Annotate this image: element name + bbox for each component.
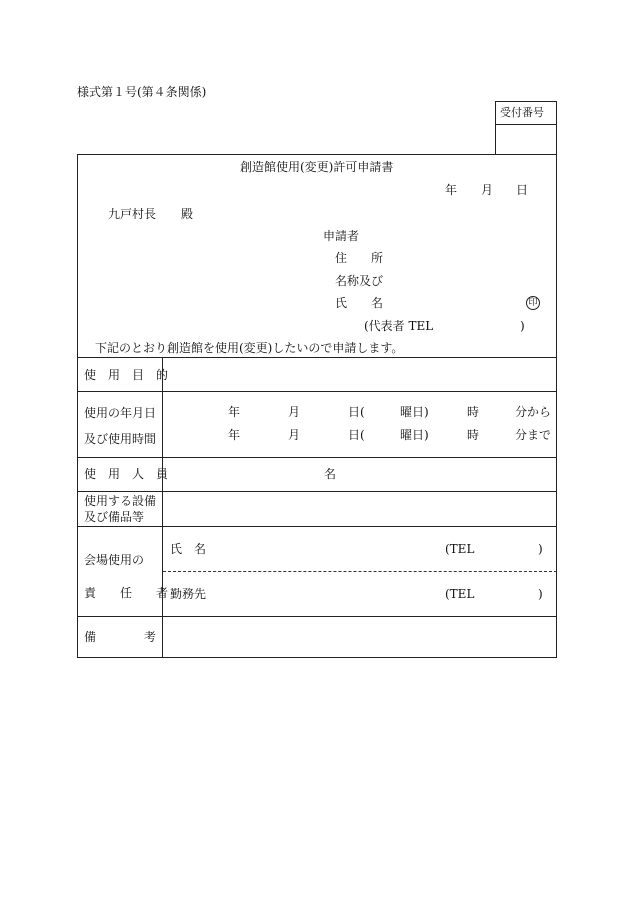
- remarks-label: 備 考: [84, 630, 157, 644]
- date-month: 月: [481, 183, 494, 197]
- people-unit: 名: [324, 467, 337, 481]
- equipment-label-line1: 使用する設備: [84, 494, 157, 508]
- row-divider: [77, 616, 557, 617]
- from-weekday: 曜日): [400, 405, 429, 419]
- responsible-name-tel-label: (TEL: [445, 542, 475, 556]
- responsible-name-tel-close: ): [538, 542, 543, 556]
- responsible-label-line1: 会場使用の: [84, 553, 145, 567]
- purpose-label: 使 用 目 的: [84, 368, 169, 382]
- from-year: 年: [228, 405, 241, 419]
- honorific: 殿: [181, 207, 194, 221]
- from-day: 日(: [348, 405, 365, 419]
- representative-tel-label: (代表者 TEL: [364, 319, 434, 333]
- row-divider: [77, 391, 557, 392]
- responsible-workplace-tel-close: ): [538, 587, 543, 601]
- date-year: 年: [445, 183, 458, 197]
- responsible-dashed-divider: [163, 571, 557, 572]
- row-divider: [77, 491, 557, 492]
- responsible-workplace-tel-label: (TEL: [445, 587, 475, 601]
- form-number: 様式第１号(第４条関係): [77, 85, 207, 99]
- responsible-workplace-label: 勤務先: [170, 587, 207, 601]
- receipt-divider: [495, 124, 557, 125]
- form-title: 創造館使用(変更)許可申請書: [240, 160, 394, 174]
- applicant-address-label: 住 所: [335, 251, 384, 265]
- applicant-name-label: 氏 名: [335, 296, 384, 310]
- table-top-line: [77, 357, 557, 358]
- row-divider: [77, 457, 557, 458]
- representative-tel-close: ): [520, 319, 525, 333]
- equipment-label-line2: 及び備品等: [84, 510, 145, 524]
- people-label: 使 用 人 員: [84, 467, 169, 481]
- to-hour: 時: [467, 428, 480, 442]
- datetime-label-line2: 及び使用時間: [84, 432, 157, 446]
- to-day: 日(: [348, 428, 365, 442]
- from-month: 月: [288, 405, 301, 419]
- responsible-label-line2: 責 任 者: [84, 586, 169, 600]
- applicant-heading: 申請者: [323, 229, 360, 243]
- to-minute: 分まで: [515, 428, 552, 442]
- to-year: 年: [228, 428, 241, 442]
- from-hour: 時: [467, 405, 480, 419]
- to-month: 月: [288, 428, 301, 442]
- to-weekday: 曜日): [400, 428, 429, 442]
- from-minute: 分から: [515, 405, 552, 419]
- table-column-divider: [162, 357, 163, 658]
- applicant-name-and-label: 名称及び: [335, 274, 384, 288]
- date-day: 日: [516, 183, 529, 197]
- datetime-label-line1: 使用の年月日: [84, 406, 157, 420]
- seal-mark: 印: [526, 296, 540, 310]
- responsible-name-label: 氏 名: [170, 542, 207, 556]
- application-statement: 下記のとおり創造館を使用(変更)したいので申請します。: [95, 341, 404, 355]
- addressee: 九戸村長: [108, 207, 157, 221]
- row-divider: [77, 526, 557, 527]
- receipt-number-label: 受付番号: [500, 106, 544, 119]
